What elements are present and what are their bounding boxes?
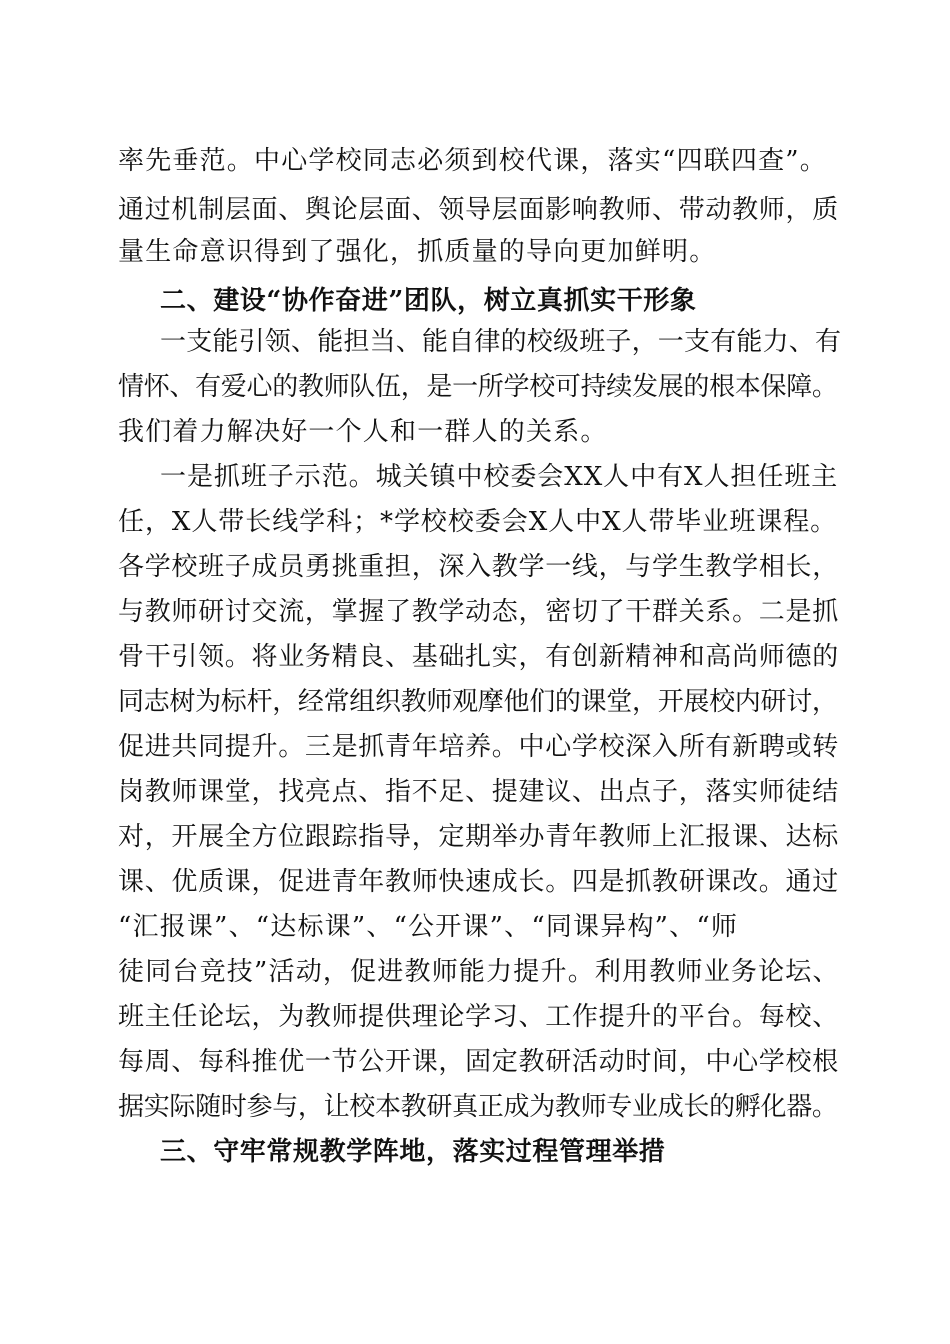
text-line: 率先垂范。中心学校同志必须到校代课，落实“四联四查”。 bbox=[118, 146, 827, 176]
text-line: 每周、每科推优一节公开课，固定教研活动时间，中心学校根 bbox=[118, 1047, 839, 1077]
text-line: 岗教师课堂，找亮点、指不足、提建议、出点子，落实师徒结 bbox=[118, 777, 839, 807]
text-line: 据实际随时参与，让校本教研真正成为教师专业成长的孵化器。 bbox=[118, 1092, 838, 1122]
text-line: 与教师研讨交流，掌握了教学动态，密切了干群关系。二是抓 bbox=[118, 597, 839, 627]
text-line: “汇报课”、“达标课”、“公开课”、“同课异构”、“师 bbox=[118, 912, 739, 942]
text-line: 我们着力解决好一个人和一群人的关系。 bbox=[118, 417, 608, 447]
text-line: 情怀、有爱心的教师队伍，是一所学校可持续发展的根本保障。 bbox=[118, 372, 838, 402]
text-line: 一是抓班子示范。城关镇中校委会XX人中有X人担任班主 bbox=[160, 462, 839, 492]
text-line: 一支能引领、能担当、能自律的校级班子，一支有能力、有 bbox=[160, 327, 842, 357]
text-line: 同志树为标杆，经常组织教师观摩他们的课堂，开展校内研讨， bbox=[118, 687, 838, 717]
text-line: 课、优质课，促进青年教师快速成长。四是抓教研课改。通过 bbox=[118, 867, 839, 897]
text-line: 各学校班子成员勇挑重担，深入教学一线，与学生教学相长， bbox=[118, 552, 839, 582]
text-line: 量生命意识得到了强化，抓质量的导向更加鲜明。 bbox=[118, 237, 717, 267]
text-line: 促进共同提升。三是抓青年培养。中心学校深入所有新聘或转 bbox=[118, 732, 839, 762]
text-line: 班主任论坛，为教师提供理论学习、工作提升的平台。每校、 bbox=[118, 1002, 839, 1032]
text-line: 骨干引领。将业务精良、基础扎实，有创新精神和高尚师德的 bbox=[118, 642, 839, 672]
section-heading: 三、守牢常规教学阵地，落实过程管理举措 bbox=[160, 1137, 666, 1167]
text-line: 通过机制层面、舆论层面、领导层面影响教师、带动教师，质 bbox=[118, 195, 839, 225]
section-heading: 二、建设“协作奋进”团队，树立真抓实干形象 bbox=[160, 286, 697, 316]
text-line: 对，开展全方位跟踪指导，定期举办青年教师上汇报课、达标 bbox=[118, 822, 839, 852]
text-line: 任，X人带长线学科；*学校校委会X人中X人带毕业班课程。 bbox=[118, 507, 838, 537]
text-line: 徒同台竞技”活动，促进教师能力提升。利用教师业务论坛、 bbox=[118, 957, 840, 987]
